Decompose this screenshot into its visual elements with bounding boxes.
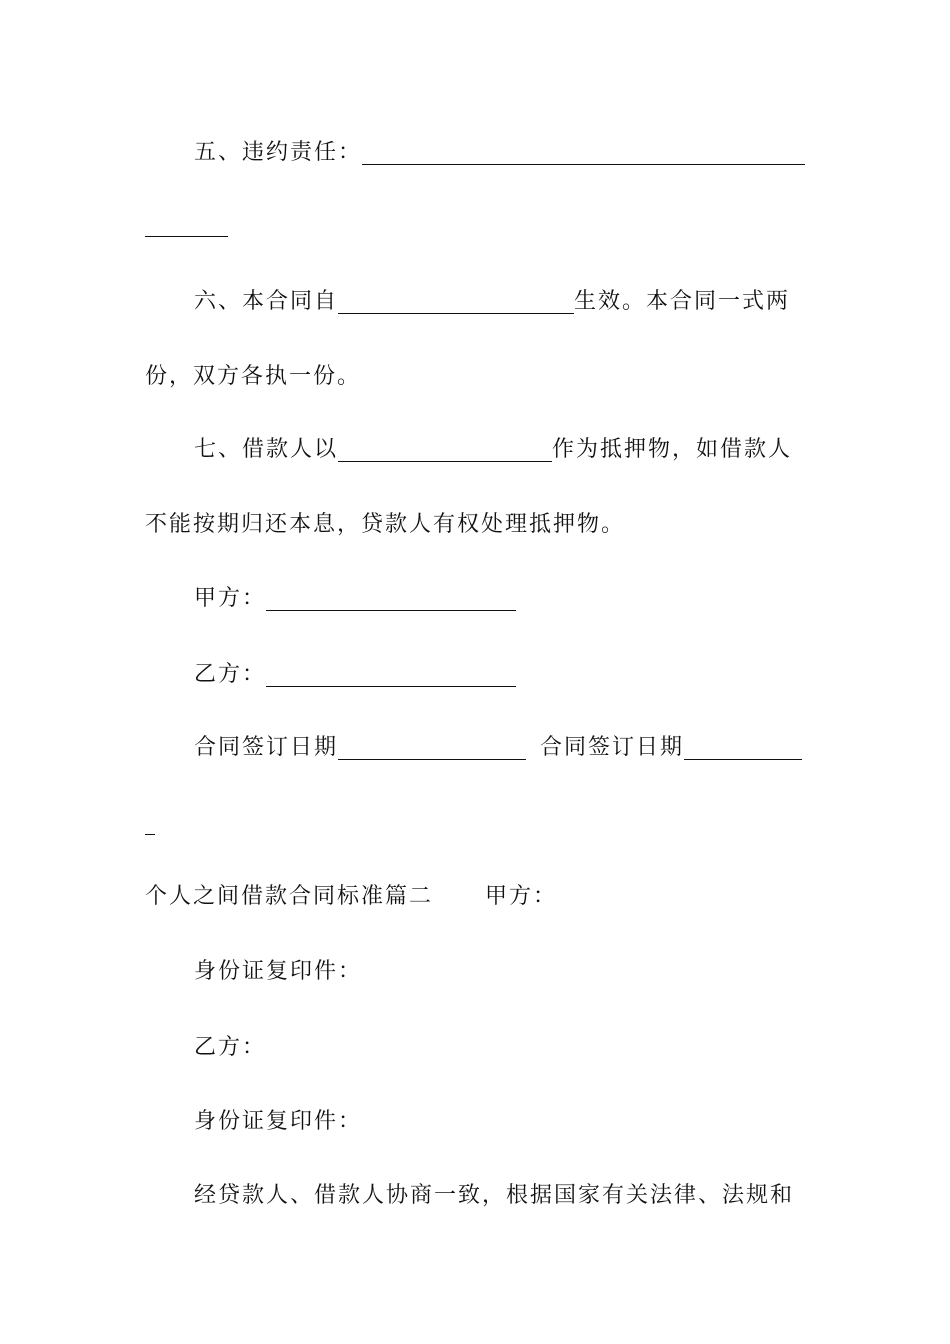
party-a-label: 甲方：	[194, 586, 267, 611]
clause-6-text-start: 六、本合同自	[194, 289, 339, 314]
sign-date-label-2: 合同签订日期	[540, 735, 685, 760]
clause-6-text-end: 生效。本合同一式两	[574, 289, 791, 314]
clause-6-line-2	[145, 357, 807, 397]
clause-6-text-continued: 份，双方各执一份。	[145, 364, 362, 389]
clause-7-line	[194, 430, 807, 470]
clause-7-collateral-blank	[338, 433, 552, 462]
section-2-title: 个人之间借款合同标准篇二	[145, 884, 434, 909]
id-copy-line-1	[194, 952, 807, 992]
sign-date-label-1: 合同签订日期	[194, 735, 339, 760]
party-b-blank	[266, 658, 516, 687]
clause-5-blank	[362, 136, 805, 165]
intro-text: 经贷款人、借款人协商一致，根据国家有关法律、法规和	[194, 1183, 795, 1208]
clause-5-blank-continued	[145, 235, 228, 237]
party-b-line-2	[194, 1028, 807, 1068]
clause-7-line-2	[145, 505, 807, 545]
id-copy-label-1: 身份证复印件：	[194, 959, 363, 984]
clause-6-effective-blank	[338, 285, 574, 314]
id-copy-label-2: 身份证复印件：	[194, 1109, 363, 1134]
section-2-heading-line	[145, 877, 807, 917]
sign-date-blank-2	[684, 731, 802, 760]
clause-7-text-start: 七、借款人以	[194, 437, 339, 462]
party-a-line	[194, 579, 807, 619]
clause-7-text-continued: 不能按期归还本息，贷款人有权处理抵押物。	[145, 512, 626, 537]
clause-5-line	[194, 133, 807, 173]
party-a-blank	[266, 582, 516, 611]
clause-6-line	[194, 282, 807, 322]
sign-date-blank-continued	[145, 833, 155, 835]
sign-date-blank-1	[338, 731, 526, 760]
clause-5-label: 五、违约责任：	[194, 140, 363, 165]
party-b-label: 乙方：	[194, 662, 267, 687]
party-b-line	[194, 655, 807, 695]
id-copy-line-2	[194, 1102, 807, 1142]
party-b-label-2: 乙方：	[194, 1035, 267, 1060]
clause-7-text-end: 作为抵押物，如借款人	[552, 437, 793, 462]
intro-paragraph-line	[194, 1176, 807, 1216]
sign-date-line	[194, 728, 807, 768]
section-2-party-a-label: 甲方：	[485, 884, 558, 909]
